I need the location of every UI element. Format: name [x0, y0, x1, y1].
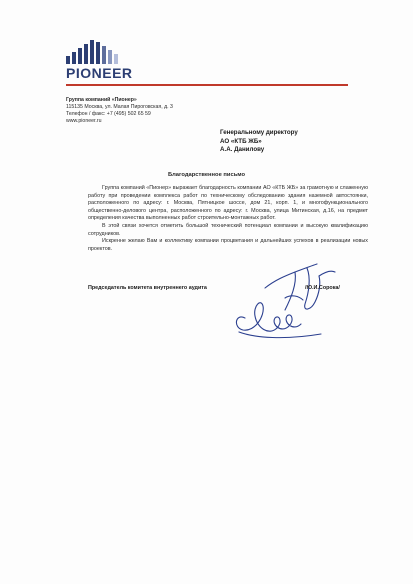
- sender-address: 115135 Москва, ул. Малая Пироговская, д. 3: [66, 104, 173, 110]
- body-paragraph: Группа компаний «Пионер» выражает благодарность компании АО «КТБ ЖБ» за грамотную и слаженную работу при проведении комплекса работ по техническому обследованию здания наземной автостоянки, расположенного по адресу: г. Москва, Пятницкое шоссе, дом 21, корп. 1, и многофункционального общественно-делового центра, расположенного по адресу: г. Москва, улица Митинская, д.16, на предмет определения качества выполненных работ строительно-монтажных работ.: [88, 185, 368, 222]
- sender-company: Группа компаний «Пионер»: [66, 97, 137, 103]
- letter-title: Благодарственное письмо: [167, 172, 246, 178]
- letter-body: [88, 185, 368, 253]
- svg-text:PIONEER: PIONEER: [66, 65, 133, 81]
- sender-phone: Телефон / факс: +7 (495) 502 65 59: [66, 111, 151, 117]
- signatory-role: Председатель комитета внутреннего аудита: [88, 285, 207, 291]
- pioneer-wordmark: [66, 65, 146, 81]
- pioneer-logo-icon: [66, 40, 146, 64]
- recipient-company: АО «КТБ ЖБ»: [220, 137, 262, 145]
- header-divider: [66, 84, 348, 86]
- sender-site: www.pioneer.ru: [66, 118, 102, 124]
- body-paragraph: Искренне желаю Вам и коллективу компании процветания и дальнейших успехов в реализации новых проектов.: [88, 238, 368, 252]
- recipient-position: Генеральному директору: [220, 129, 298, 136]
- signatory-name: /Ю.И.Сорока/: [305, 285, 340, 291]
- recipient-name: А.А. Данилову: [220, 146, 265, 153]
- handwritten-signature: [225, 258, 345, 348]
- recipient-block: [220, 129, 298, 155]
- body-paragraph: В этой связи хочется отметить большой технический потенциал компании и высокую квалификацию сотрудников.: [88, 222, 368, 237]
- sender-block: [66, 97, 173, 125]
